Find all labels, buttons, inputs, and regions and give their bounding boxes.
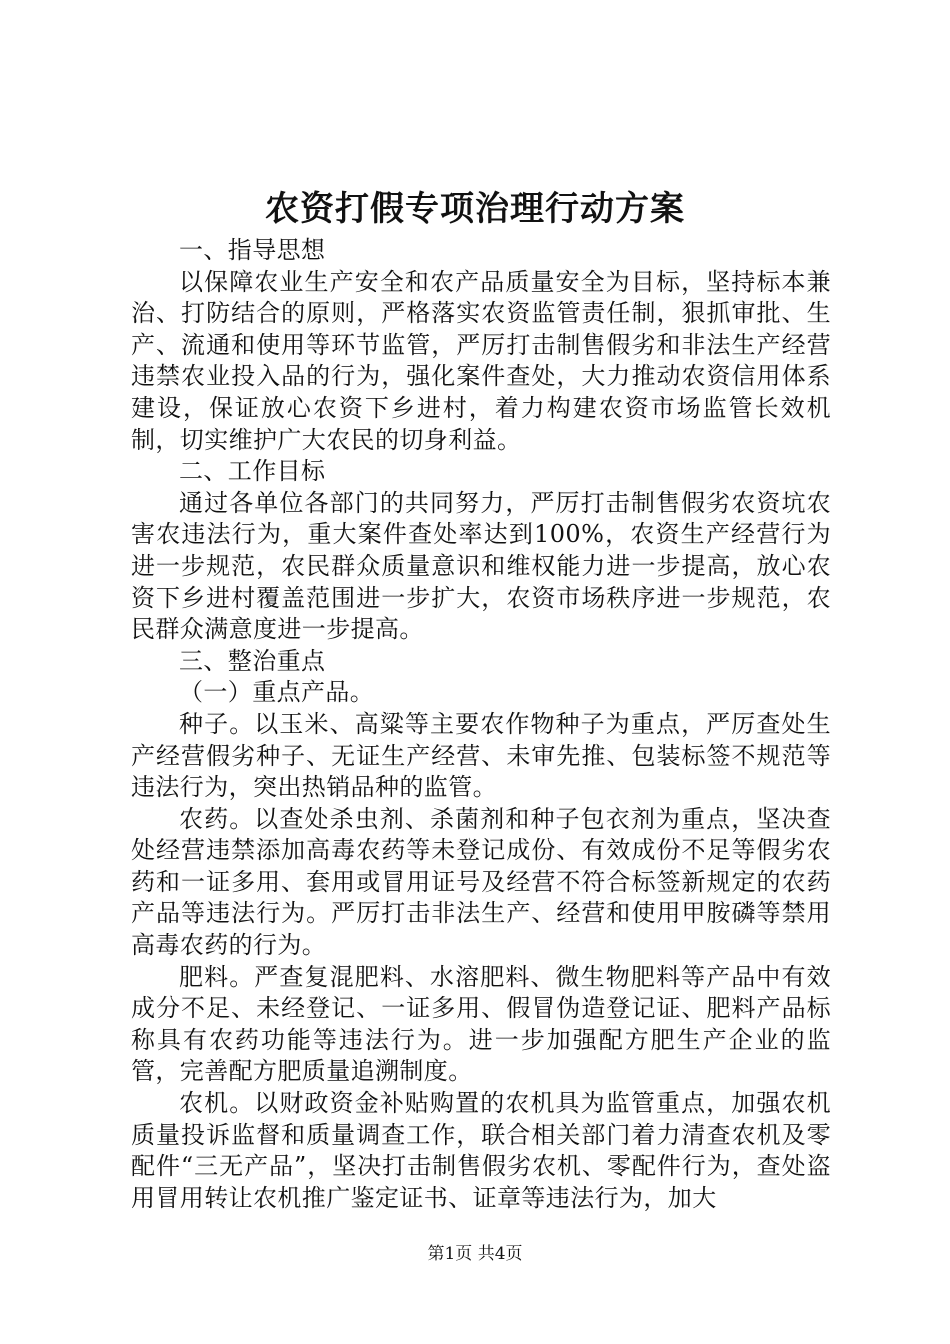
- paragraph: 农机。以财政资金补贴购置的农机具为监管重点，加强农机质量投诉监督和质量调查工作，联合相关部门着力清查农机及零配件“三无产品”，坚决打击制售假劣农机、零配件行为，查处盗用冒用转让农机推广鉴定证书、证章等违法行为，加大: [131, 1089, 831, 1212]
- section-heading: 二、工作目标: [179, 457, 326, 486]
- section-heading: 一、指导思想: [179, 236, 326, 264]
- page-footer: 第1页 共4页: [427, 1244, 523, 1264]
- subsection-heading: （一）重点产品。: [179, 678, 375, 707]
- paragraph: 种子。以玉米、高粱等主要农作物种子为重点，严厉查处生产经营假劣种子、无证生产经营、未审先推、包装标签不规范等违法行为，突出热销品种的监管。: [131, 709, 831, 802]
- document-title: 农资打假专项治理行动方案: [265, 189, 685, 229]
- paragraph: 农药。以查处杀虫剂、杀菌剂和种子包衣剂为重点，坚决查处经营违禁添加高毒农药等未登记成份、有效成份不足等假劣农药和一证多用、套用或冒用证号及经营不符合标签新规定的农药产品等违法行为。严厉打击非法生产、经营和使用甲胺磷等禁用高毒农药的行为。: [131, 804, 831, 960]
- paragraph: 肥料。严查复混肥料、水溶肥料、微生物肥料等产品中有效成分不足、未经登记、一证多用、假冒伪造登记证、肥料产品标称具有农药功能等违法行为。进一步加强配方肥生产企业的监管，完善配方肥质量追溯制度。: [131, 962, 831, 1086]
- section-heading: 三、整治重点: [179, 646, 326, 675]
- document-body: [131, 235, 831, 1214]
- paragraph: 通过各单位各部门的共同努力，严厉打击制售假劣农资坑农害农违法行为，重大案件查处率达到100%，农资生产经营行为进一步规范，农民群众质量意识和维权能力进一步提高，放心农资下乡进村覆盖范围进一步扩大，农资市场秩序进一步规范，农民群众满意度进一步提高。: [131, 488, 831, 644]
- paragraph: 以保障农业生产安全和农产品质量安全为目标，坚持标本兼治、打防结合的原则，严格落实农资监管责任制，狠抓审批、生产、流通和使用等环节监管，严厉打击制售假劣和非法生产经营违禁农业投入品的行为，强化案件查处，大力推动农资信用体系建设，保证放心农资下乡进村，着力构建农资市场监管长效机制，切实维护广大农民的切身利益。: [131, 267, 831, 454]
